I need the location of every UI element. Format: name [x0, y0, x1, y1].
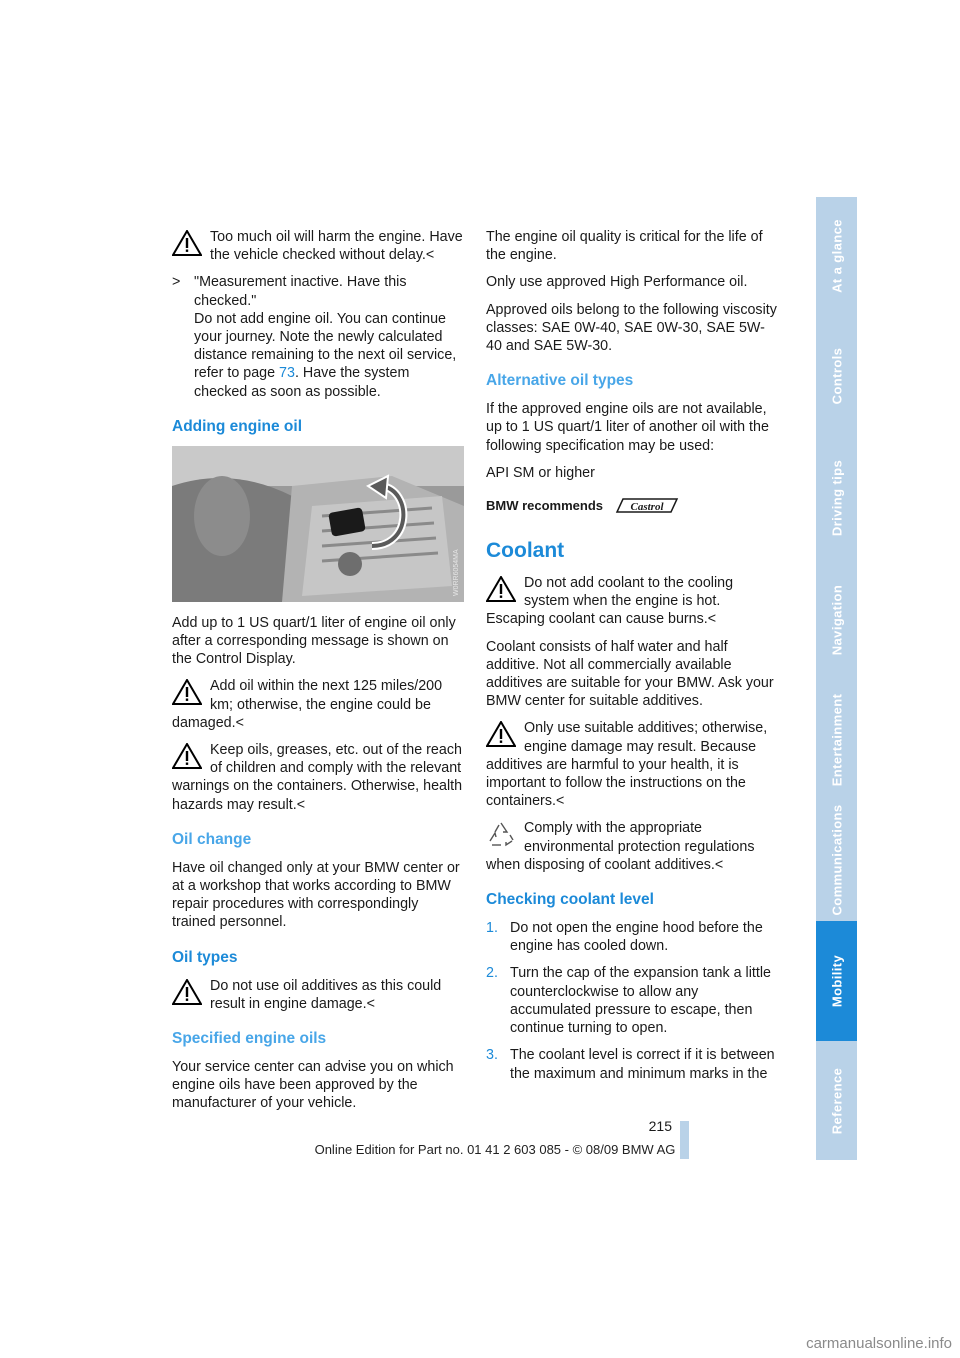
warning-icon: [172, 230, 202, 256]
step-item: 3. The coolant level is correct if it is between the maximum and minimum marks in the: [486, 1047, 775, 1082]
tab-navigation[interactable]: Navigation: [816, 559, 857, 683]
alternative-text: If the approved engine oils are not available, up to 1 US quart/1 liter of another oil with the following specification may be used:: [486, 401, 769, 454]
svg-text:Castrol: Castrol: [630, 501, 664, 514]
environment-note: Comply with the appropriate environmental protection regulations when disposing of coolant additives.<: [486, 820, 755, 873]
specified-text: Your service center can advise you on which engine oils have been approved by the manufacturer of your vehicle.: [172, 1059, 454, 1112]
left-column: [172, 228, 464, 1122]
bullet-title: "Measurement inactive. Have this checked.": [194, 274, 407, 309]
step-item: 2. Turn the cap of the expansion tank a little counterclockwise to allow any accumulated pressure to escape, then continue turning to open.: [486, 965, 771, 1037]
tab-entertainment[interactable]: Entertainment: [816, 681, 857, 801]
warning-icon: [172, 679, 202, 705]
warning-add-oil: Add oil within the next 125 miles/200 km; otherwise, the engine could be damaged.<: [172, 678, 443, 731]
tab-at-a-glance[interactable]: At a glance: [816, 197, 857, 317]
footer-text: Online Edition for Part no. 01 41 2 603 085 - © 08/09 BMW AG: [314, 1142, 676, 1157]
warning-suitable-additives: Only use suitable additives; otherwise, engine damage may result. Because additives are harmful to your health, it is important to follow the instructions on the containers.<: [486, 720, 768, 810]
heading-alternative-oil-types: Alternative oil types: [486, 372, 634, 390]
warning-children: Keep oils, greases, etc. out of the reach of children and comply with the relevant warnings on the containers. Otherwise, health hazards may result.<: [172, 742, 463, 813]
step-item: 1. Do not open the engine hood before the engine has cooled down.: [486, 920, 763, 955]
warning-hot-coolant: Do not add coolant to the cooling system when the engine is hot. Escaping coolant can cause burns.<: [486, 575, 734, 628]
step-number: 3.: [486, 1047, 498, 1064]
warning-icon: [486, 721, 516, 747]
bullet-measurement-inactive: [172, 273, 464, 400]
heading-adding-engine-oil: Adding engine oil: [172, 417, 303, 435]
approved-text: Only use approved High Performance oil.: [486, 274, 748, 291]
bullet-marker: >: [172, 274, 181, 291]
bullet-text: Do not add engine oil. You can continue your journey. Note the newly calculated distance remaining to the next oil service, refer to page 73. Have the system checked as soon as possible.: [194, 310, 457, 400]
quality-text: The engine oil quality is critical for the life of the engine.: [486, 229, 763, 264]
right-column: [486, 228, 778, 1092]
page-number: 215: [648, 1118, 672, 1134]
coolant-text: Coolant consists of half water and half additive. Not all commercially available additives are suitable for your BMW. Ask your BMW center for suitable additives.: [486, 638, 774, 710]
tab-mobility[interactable]: Mobility: [816, 921, 857, 1043]
tab-reference[interactable]: Reference: [816, 1041, 857, 1162]
heading-checking-coolant-level: Checking coolant level: [486, 891, 654, 909]
heading-specified-engine-oils: Specified engine oils: [172, 1030, 327, 1048]
api-text: API SM or higher: [486, 464, 595, 481]
tab-controls[interactable]: Controls: [816, 315, 857, 439]
tab-driving-tips[interactable]: Driving tips: [816, 437, 857, 561]
step-number: 2.: [486, 965, 498, 982]
heading-coolant: Coolant: [486, 539, 565, 563]
chapter-sidebar: [816, 197, 857, 1160]
heading-oil-change: Oil change: [172, 830, 252, 848]
warning-icon: [172, 743, 202, 769]
bmw-recommends: BMW recommends Castrol: [486, 496, 778, 516]
castrol-logo: [611, 496, 681, 516]
adding-text: Add up to 1 US quart/1 liter of engine oil only after a corresponding message is shown on the Control Display.: [172, 614, 456, 668]
page-link[interactable]: 73: [279, 365, 295, 382]
warning-icon: [486, 576, 516, 602]
warning-icon: [172, 979, 202, 1005]
oil-change-text: Have oil changed only at your BMW center or at a workshop that works according to BMW repair procedures with correspondingly trained personnel.: [172, 859, 460, 931]
warning-oil-overfill: Too much oil will harm the engine. Have the vehicle checked without delay.<: [172, 228, 464, 264]
tab-communications[interactable]: Communications: [816, 799, 857, 923]
viscosity-text: Approved oils belong to the following viscosity classes: SAE 0W-40, SAE 0W-30, SAE 5W-40 and SAE 5W-30.: [486, 301, 777, 355]
step-number: 1.: [486, 920, 498, 937]
recycle-icon: [486, 821, 516, 847]
engine-compartment-image: [172, 446, 464, 602]
warning-oil-additives: Do not use oil additives as this could result in engine damage.<: [172, 977, 464, 1013]
heading-oil-types: Oil types: [172, 948, 238, 966]
watermark: carmanualsonline.info: [806, 1335, 952, 1352]
image-code: W0RR6054MA: [453, 549, 460, 596]
